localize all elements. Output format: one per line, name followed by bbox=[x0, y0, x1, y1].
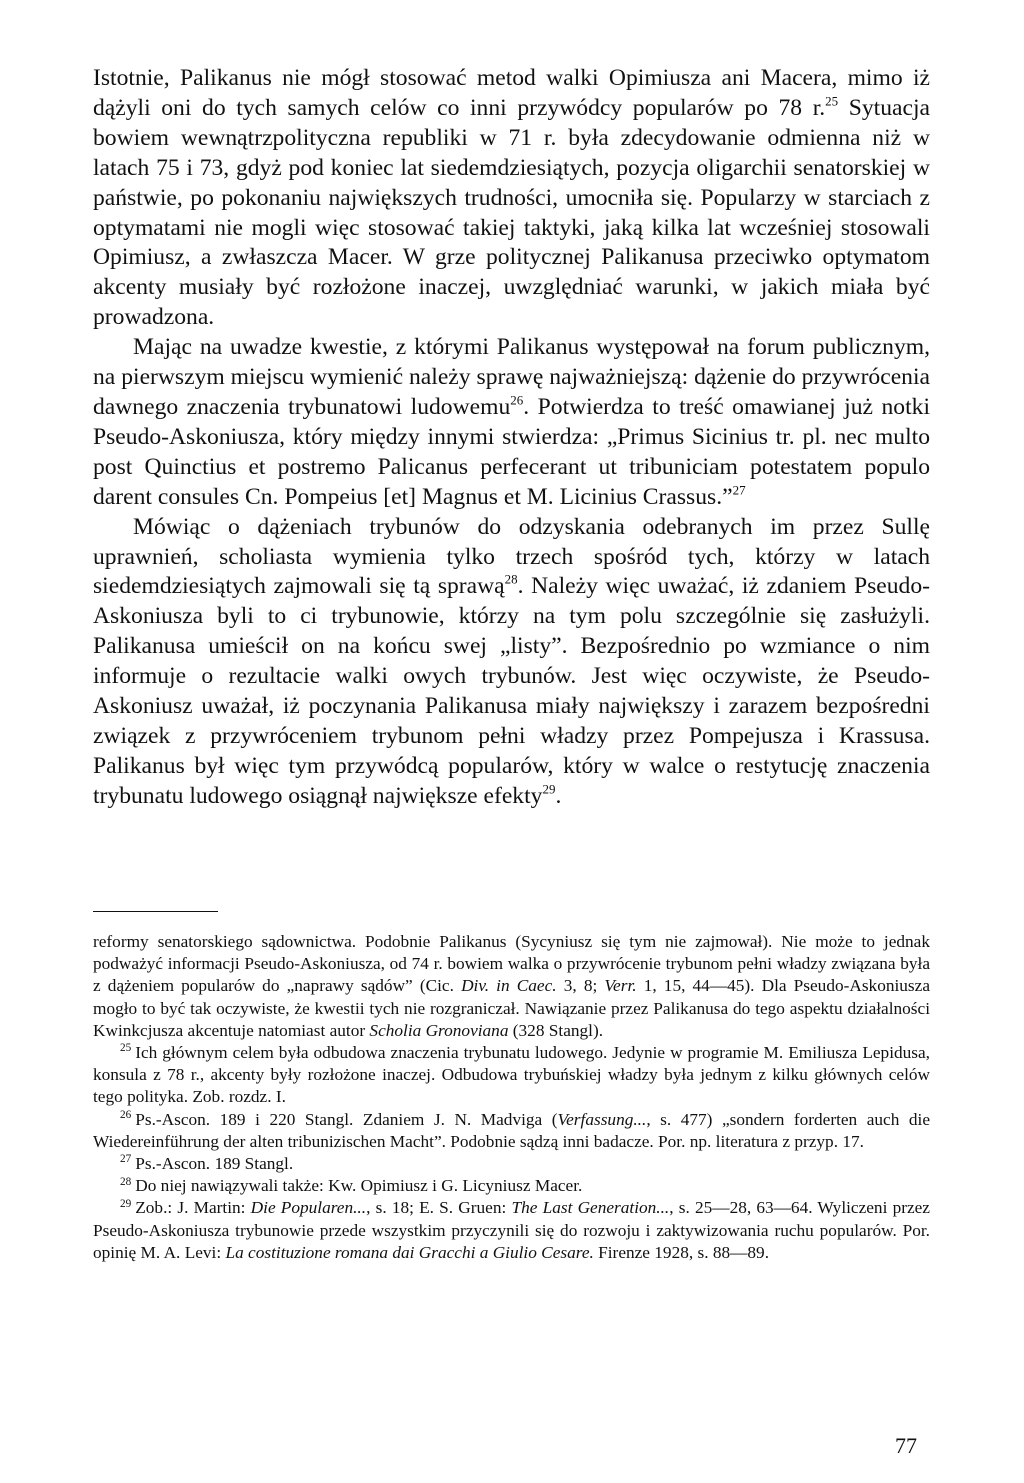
paragraph-1: Istotnie, Palikanus nie mógł stosować metod walki Opimiusza ani Macera, mimo iż dążyli oni do tych samych celów co inni przywódcy popularów po 78 r.$^{25}$ Sytuacja bowiem wewnątrzpolityczna republiki w 71 r. była zdecydowanie odmienna niż w latach 75 i 73, gdyż pod koniec lat siedemdziesiątych, pozycja oligarchii senatorskiej w państwie, po pokonaniu największych trudności, umocniła się. Popularzy w starciach z optymatami nie mogli więc stosować takiej taktyki, jaką kilka lat wcześniej stosowali Opimiusz, a zwłaszcza Macer. W grze politycznej Palikanusa przeciwko optymatom akcenty musiały być rozłożone inaczej, uwzględniać warunki, w jakich miała być prowadzona. bbox=[93, 65, 930, 331]
footnote-ref-29: 29 bbox=[542, 781, 556, 797]
footnotes bbox=[93, 931, 930, 1264]
footnote-29: $^{29}$ Zob.: J. Martin: Die Popularen..., s. 18; E. S. Gruen: The Last Generation..., s. 25—28, 63—64. Wyliczeni przez Pseudo-Askoniusza trybunowie przede wszystkim przyczynili się do rozwoju i zaktywizowania ruchu popularów. Por. opinię M. A. Levi: La costituzione romana dai Gracchi a Giulio Cesare. Firenze 1928, s. 88—89. bbox=[93, 1197, 930, 1262]
footnote-ref-25: 25 bbox=[825, 93, 839, 109]
paragraph-2: Mając na uwadze kwestie, z którymi Palikanus występował na forum publicznym, na pierwszym miejscu wymienić należy sprawę najważniejszą: dążenie do przywrócenia dawnego znaczenia trybunatowi ludowemu$^{26}$. Potwierdza to treść omawianej już notki Pseudo-Askoniusza, który między innymi stwierdza: „Primus Sicinius tr. pl. nec multo post Quinctius et postremo Palicanus perfecerant ut tribuniciam potestatem populo darent consules Cn. Pompeius [et] Magnus et M. Licinius Crassus.”$^{27}$ bbox=[93, 334, 930, 510]
footnote-26: $^{26}$ Ps.-Ascon. 189 i 220 Stangl. Zdaniem J. N. Madviga (Verfassung..., s. 477) „sondern forderten auch die Wiedereinführung der alten tribunizischen Macht”. Podobnie sądzą inni badacze. Por. np. literatura z przyp. 17. bbox=[93, 1108, 930, 1151]
footnote-28: $^{28}$ Do niej nawiązywali także: Kw. Opimiusz i G. Licyniusz Macer. bbox=[120, 1175, 583, 1196]
footnote-separator bbox=[93, 911, 218, 912]
footnote-ref-27: 27 bbox=[732, 481, 746, 497]
footnote-continuation: reformy senatorskiego sądownictwa. Podobnie Palikanus (Sycyniusz się tym nie zajmował). Nie może to jednak podważyć informacji Pseudo-Askoniusza, od 74 r. bowiem walka o przywrócenie trybunom pełni władzy związana była z dążeniem popularów do „naprawy sądów” (Cic. Div. in Caec. 3, 8; Verr. 1, 15, 44—45). Dla Pseudo-Askoniusza mogło to być tak oczywiste, że kwestii tych nie rozgraniczał. Nawiązanie przez Palikanusa do tego aspektu działalności Kwinkcjusza akcentuje natomiast autor Scholia Gronoviana (328 Stangl). bbox=[93, 932, 930, 1040]
footnote-ref-26: 26 bbox=[510, 392, 524, 408]
page-number: 77 bbox=[895, 1433, 917, 1458]
footnote-ref-28: 28 bbox=[504, 571, 518, 587]
footnote-27: $^{27}$ Ps.-Ascon. 189 Stangl. bbox=[120, 1153, 294, 1174]
main-text bbox=[93, 64, 930, 812]
paragraph-3: Mówiąc o dążeniach trybunów do odzyskania odebranych im przez Sullę uprawnień, scholiasta wymienia tylko trzech spośród tych, którzy w latach siedemdziesiątych zajmowali się tą sprawą$^{28}$. Należy więc uważać, iż zdaniem Pseudo-Askoniusza byli to ci trybunowie, którzy na tym polu szczególnie się zasłużyli. Palikanusa umieścił on na końcu swej „listy”. Bezpośrednio po wzmiance o nim informuje o rezultacie walki owych trybunów. Jest więc oczywiste, że Pseudo-Askoniusz uważał, iż poczynania Palikanusa miały największy i zarazem bezpośredni związek z przywróceniem trybunom pełni władzy przez Pompejusza i Krassusa. Palikanus był więc tym przywódcą popularów, który w walce o restytucję znaczenia trybunatu ludowego osiągnął największe efekty$^{29}$. bbox=[93, 513, 931, 809]
footnote-25: $^{25}$ Ich głównym celem była odbudowa znaczenia trybunatu ludowego. Jedynie w programie M. Emiliusza Lepidusa, konsula z 78 r., akcenty były rozłożone inaczej. Odbudowa trybuńskiej władzy była jednym z kilku głównych celów tego polityka. Zob. rozdz. I. bbox=[93, 1042, 930, 1107]
